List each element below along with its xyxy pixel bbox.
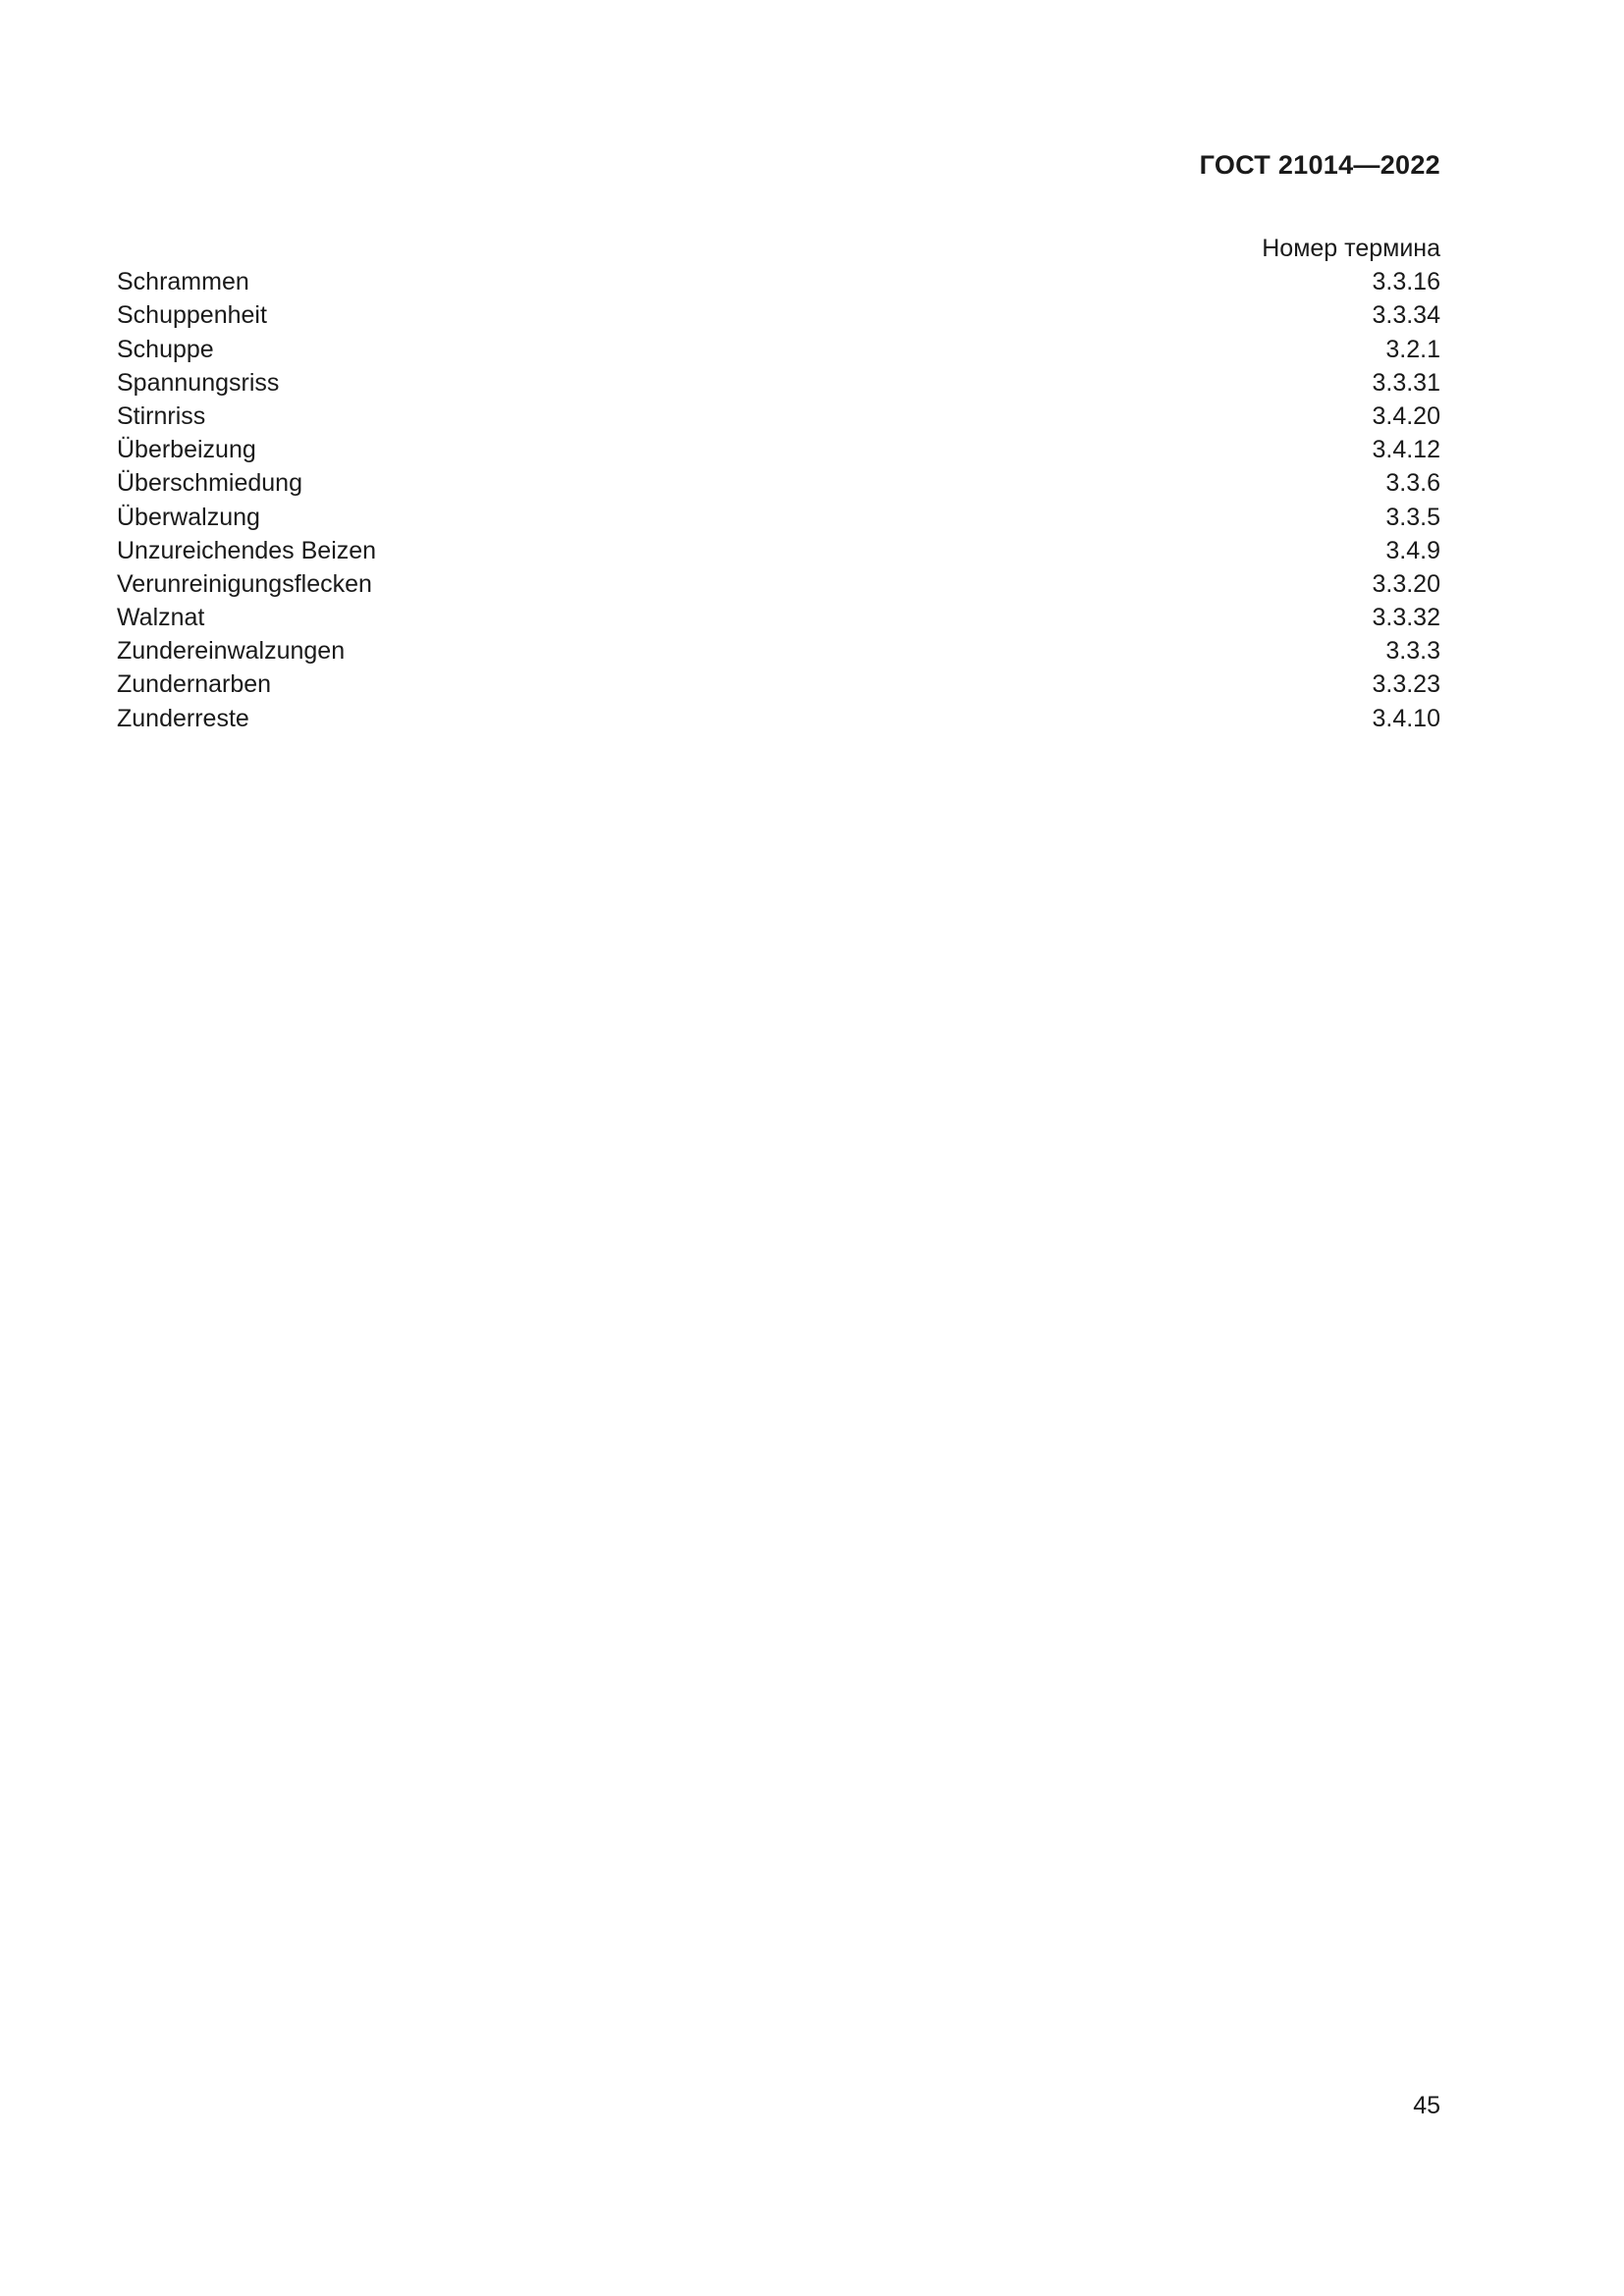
table-row xyxy=(117,567,1440,601)
term-name: Verunreinigungsflecken xyxy=(117,569,372,598)
page-number: 45 xyxy=(1413,2092,1440,2119)
term-number: 3.3.6 xyxy=(1385,469,1440,498)
table-row xyxy=(117,466,1440,500)
term-number: 3.4.20 xyxy=(1372,401,1440,430)
table-row xyxy=(117,366,1440,400)
table-row xyxy=(117,333,1440,366)
table-row xyxy=(117,601,1440,634)
table-row xyxy=(117,433,1440,466)
term-number: 3.4.9 xyxy=(1385,536,1440,564)
term-number: 3.3.23 xyxy=(1372,670,1440,699)
term-name: Walznat xyxy=(117,604,205,632)
term-name: Überwalzung xyxy=(117,503,260,531)
term-number: 3.4.12 xyxy=(1372,436,1440,464)
term-name: Zunderreste xyxy=(117,704,249,732)
column-header-term-number: Номер термина xyxy=(1262,235,1440,262)
table-row xyxy=(117,501,1440,534)
table-row xyxy=(117,400,1440,433)
term-name: Unzureichendes Beizen xyxy=(117,536,377,564)
term-number: 3.3.16 xyxy=(1372,268,1440,296)
term-number: 3.2.1 xyxy=(1385,335,1440,363)
term-number: 3.3.34 xyxy=(1372,301,1440,330)
table-row xyxy=(117,534,1440,567)
term-name: Schuppe xyxy=(117,335,214,363)
term-number: 3.3.31 xyxy=(1372,368,1440,397)
term-number: 3.3.32 xyxy=(1372,604,1440,632)
term-name: Schrammen xyxy=(117,268,249,296)
table-row xyxy=(117,298,1440,332)
term-number: 3.3.5 xyxy=(1385,503,1440,531)
table-row xyxy=(117,702,1440,735)
term-name: Stirnriss xyxy=(117,401,206,430)
term-name: Überschmiedung xyxy=(117,469,302,498)
term-index-table xyxy=(117,232,1440,735)
table-row xyxy=(117,667,1440,701)
term-number: 3.3.20 xyxy=(1372,569,1440,598)
document-header: ГОСТ 21014—2022 xyxy=(1199,150,1440,180)
term-name: Schuppenheit xyxy=(117,301,267,330)
term-rows xyxy=(117,265,1440,735)
term-name: Zundereinwalzungen xyxy=(117,637,346,666)
term-number: 3.3.3 xyxy=(1385,637,1440,666)
term-name: Zundernarben xyxy=(117,670,272,699)
table-row xyxy=(117,634,1440,667)
table-row xyxy=(117,265,1440,298)
term-name: Spannungsriss xyxy=(117,368,280,397)
term-number: 3.4.10 xyxy=(1372,704,1440,732)
term-name: Überbeizung xyxy=(117,436,256,464)
